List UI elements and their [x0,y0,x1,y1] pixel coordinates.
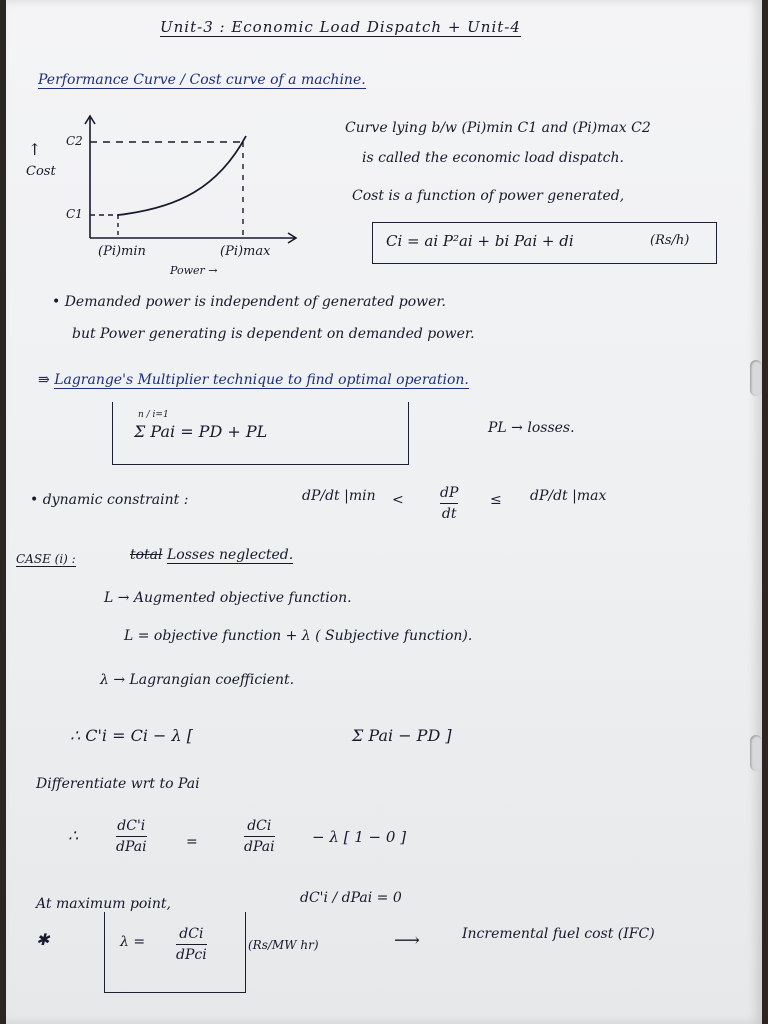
binder-hole [750,360,762,396]
lambda-box [104,912,246,993]
cost-formula-unit: (Rs/h) [650,233,690,248]
demand-text-line1: • Demanded power is independent of generated power. [52,294,447,310]
binder-hole [750,735,762,771]
objective-line: L = objective function + λ ( Subjective function). [124,628,473,644]
less-than-sign: < [392,492,404,508]
struck-word: total [130,547,163,563]
cost-formula: Ci = ai P²ai + bi Pai + di [386,232,574,250]
page-title: Unit-3 : Economic Load Dispatch + Unit-4 [160,18,521,36]
max-point-text: At maximum point, [36,896,171,912]
dci-fraction: dCi dPai [244,818,275,855]
curve-text-line3: Cost is a function of power generated, [352,188,625,204]
ifc-text: Incremental fuel cost (IFC) [462,926,655,942]
cprime-eq-left: ∴ C'i = Ci − λ [ [70,726,194,745]
equals-sign: = [186,834,198,850]
dynamic-right-term: dP/dt |max [530,488,607,504]
differentiate-line: Differentiate wrt to Pai [36,776,200,792]
c1-label: C1 [66,207,83,221]
section-heading-lagrange: ⇛ Lagrange's Multiplier technique to find optimal operation. [38,372,469,388]
cost-curve [118,136,246,215]
arrow-bullet-icon: ⇛ [38,372,55,388]
case-text: total Losses neglected. [130,547,294,563]
lambda-unit: (Rs/MW hr) [248,938,319,952]
losses-text: PL → losses. [488,420,575,436]
y-axis-label: Cost [26,164,56,179]
star-bullet-icon: ✱ [36,930,50,949]
sum-equation: Σ Pai = PD + PL [134,422,268,441]
case-label: CASE (i) : [16,552,76,566]
lagrangian-line: λ → Lagrangian coefficient. [100,672,295,688]
therefore-icon: ∴ [68,826,79,845]
max-condition: dC'i / dPai = 0 [300,890,402,906]
dp-dt-fraction: dP dt [440,485,459,522]
demand-text-line2: but Power generating is dependent on demanded power. [72,326,475,342]
lambda-label: λ = [120,934,146,950]
right-arrow-icon: ⟶ [394,930,420,951]
dci-prime-fraction: dC'i dPai [116,818,147,855]
lambda-tail: − λ [ 1 − 0 ] [312,828,407,846]
dynamic-constraint-label: • dynamic constraint : [30,492,189,508]
curve-text-line1: Curve lying b/w (Pi)min C1 and (Pi)max C2 [345,120,651,136]
cprime-eq-sum: Σ Pai − PD ] [352,726,452,745]
sum-limits: n / i=1 [138,410,169,420]
dynamic-left-term: dP/dt |min [302,488,376,504]
section-heading-cost-curve: Performance Curve / Cost curve of a machine. [38,72,366,88]
c2-label: C2 [66,134,83,148]
pmax-label: (Pi)max [220,244,271,259]
augmented-line: L → Augmented objective function. [104,590,352,606]
up-arrow-icon: ↑ [28,140,42,159]
less-equal-sign: ≤ [490,492,502,508]
curve-text-line2: is called the economic load dispatch. [362,150,624,166]
pmin-label: (Pi)min [98,244,146,259]
x-axis-label: Power → [170,264,218,277]
lambda-fraction: dCi dPci [176,926,207,963]
